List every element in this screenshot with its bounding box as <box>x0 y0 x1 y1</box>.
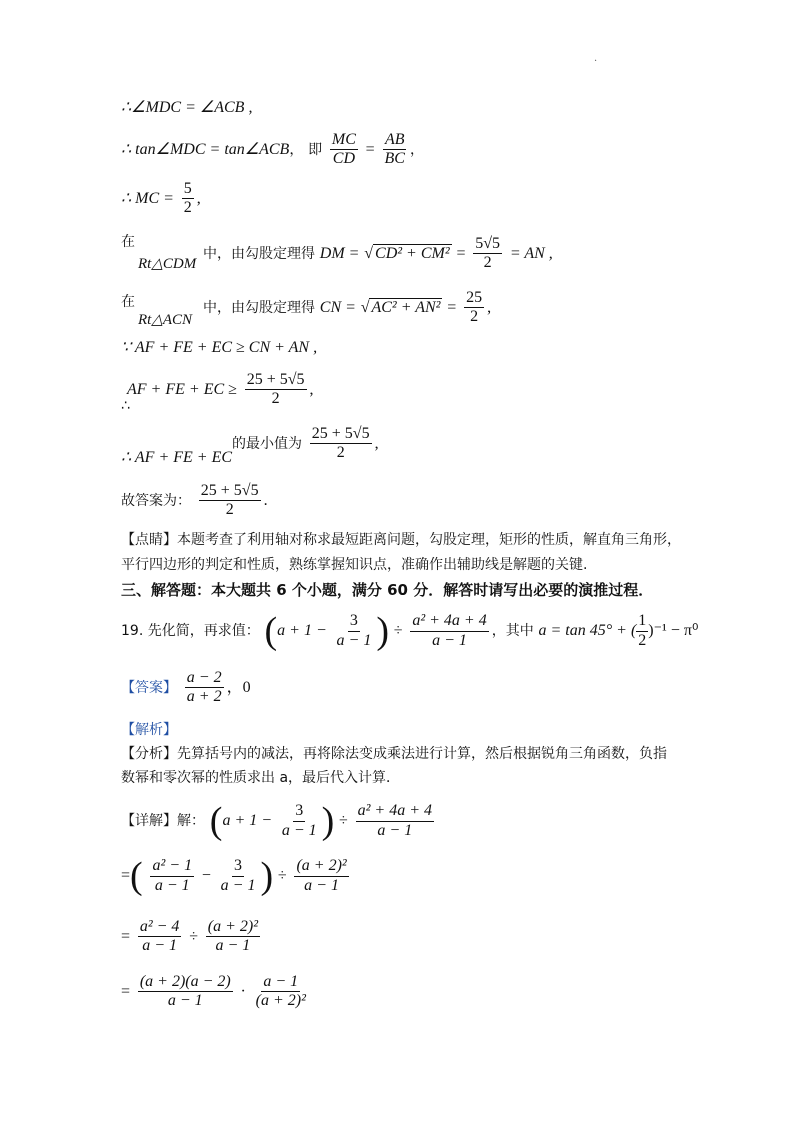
numerator: 5√5 <box>473 235 502 254</box>
denominator: (a + 2)² <box>255 992 306 1010</box>
numerator: a − 1 <box>261 973 300 992</box>
numerator: a² + 4a + 4 <box>356 802 434 821</box>
answer-label: 【答案】 <box>121 679 177 696</box>
page-marker: · <box>594 56 598 67</box>
denominator: 2 <box>183 199 192 217</box>
step-tan-ratio: ∴ tan∠MDC = tan∠ACB， 即 $\frac{MC}{CD}$ = $\frac{AB}{BC}$ ， <box>121 131 424 168</box>
fraction-25-2 <box>464 289 484 327</box>
denominator: a − 1 <box>154 876 190 894</box>
a-plus-1-minus: a + 1 − <box>222 812 273 829</box>
denominator: a − 1 <box>167 992 203 1010</box>
tan-equation: ∴ tan∠MDC = tan∠ACB <box>121 140 290 158</box>
period: . <box>263 491 268 509</box>
step-min-sum <box>121 450 232 466</box>
denominator: a − 1 <box>142 937 177 955</box>
denominator: 2 <box>271 390 280 408</box>
step-ineq-value <box>121 371 314 409</box>
denominator: BC <box>384 150 405 168</box>
numerator: a − 2 <box>185 669 224 688</box>
denominator: a − 1 <box>432 631 467 649</box>
detail-line-1: 【详解】解： (a + 1 − $\frac{3}{a - 1}$ ) ÷ $\frac{\text{a² + 4a + 4}}{a - 1}$ <box>121 800 432 842</box>
fraction-reciprocal <box>254 973 308 1011</box>
cn-lhs: CN = <box>319 298 356 316</box>
denominator: 2 <box>225 501 234 519</box>
numerator: a² − 4 <box>138 918 182 937</box>
section-heading: 三、解答题：本大题共 6 个小题，满分 60 分．解答时请写出必要的演推过程． <box>121 581 654 599</box>
denominator: CD <box>332 150 355 168</box>
answer-line <box>121 669 251 707</box>
denominator: 2 <box>470 308 479 326</box>
numerator: 3 <box>293 802 305 821</box>
fraction-product <box>138 973 233 1011</box>
therefore-symbol: ∴ <box>121 398 130 414</box>
step-cn-zai <box>121 294 135 309</box>
minus-sign: − <box>201 867 211 884</box>
denominator: a − 1 <box>377 821 413 839</box>
detail-line-2: =( $\frac{\text{a² − 1}}{a - 1}$ − $\frac{3}{a - 1}$ ) ÷ $\frac{\text{(a + 2)²}}{a - 1}$ <box>121 855 347 897</box>
triangle-acn: Rt△ACN <box>138 312 193 328</box>
fraction-5-2 <box>182 180 194 218</box>
denominator: a − 1 <box>336 631 372 649</box>
denominator: 2 <box>336 444 345 462</box>
detail-label: 【详解】解： <box>121 813 205 829</box>
answer-text: 故答案为： <box>121 492 191 509</box>
denominator: 2 <box>638 631 647 649</box>
mc-lhs: ∴ MC = <box>121 189 174 207</box>
comment-text-1: 本题考查了利用轴对称求最短距离问题，勾股定理，矩形的性质，解直角三角形， <box>177 532 681 548</box>
detail-line-3 <box>121 918 263 956</box>
step-cn-formula: 中，由勾股定理得 CN = √ AC² + AN² = $\frac{25}{2}$ , <box>203 289 492 326</box>
answer-value: ，0 <box>226 678 251 696</box>
comma: , <box>374 434 379 452</box>
denominator: a − 1 <box>304 876 339 894</box>
equals-an: = AN , <box>509 244 553 262</box>
zai-word: 在 <box>121 234 135 250</box>
comment-line-2: 平行四边形的判定和性质，熟练掌握知识点，准确作出辅助线是解题的关键. <box>121 557 588 573</box>
step-answer <box>121 482 268 520</box>
fraction-half <box>636 612 648 650</box>
numerator: 3 <box>348 612 360 631</box>
numerator: 25 + 5√5 <box>310 425 372 444</box>
question-prefix: 19. 先化简，再求值： <box>121 623 260 639</box>
radicand-cd-cm: CD² + CM² <box>375 244 450 262</box>
fraction-square-a <box>206 918 260 956</box>
equals-sign: = <box>121 867 131 884</box>
divide-sign: ÷ <box>277 867 287 884</box>
triangle-acn-label <box>138 312 192 328</box>
numerator: a² + 4a + 4 <box>410 612 488 631</box>
fraction-square-a <box>356 802 434 840</box>
step-dm-formula: 中，由勾股定理得 DM = √ CD² + CM² = $\frac{5√5}{2}$ = AN , <box>203 235 553 272</box>
pythagoras-text: 中，由勾股定理得 <box>203 299 315 316</box>
multiply-dot: · <box>240 982 246 1000</box>
triangle-cdm-label <box>138 256 196 272</box>
question-19: 19. 先化简，再求值： (a + 1 − $\frac{3}{a - 1}$ ) ÷ $\frac{\text{a² + 4a + 4}}{a - 1}$ ，其中 a = tan 45° + ( $\frac{1}{2}$ )⁻¹ − π⁰ <box>121 610 699 652</box>
fraction-square-a <box>410 612 488 650</box>
numerator: 1 <box>636 612 648 631</box>
numerator: 3 <box>232 857 244 876</box>
fraction-3-a-1 <box>219 857 258 895</box>
step-mc-value <box>121 180 201 218</box>
detail-line-4 <box>121 973 311 1011</box>
denominator: a + 2 <box>186 688 222 706</box>
fraction-mc-cd <box>330 131 358 169</box>
numerator: MC <box>330 131 358 150</box>
numerator: 25 + 5√5 <box>199 482 261 501</box>
analysis-line-2: 数幂和零次幂的性质求出 a，最后代入计算． <box>121 770 401 786</box>
min-value-text: 的最小值为 <box>232 435 302 452</box>
fenxi-text-1: 先算括号内的减法，再将除法变成乘法进行计算，然后根据锐角三角函数，负指 <box>177 746 667 762</box>
denominator: a − 1 <box>281 821 317 839</box>
fraction-min <box>310 425 372 463</box>
pythagoras-text: 中，由勾股定理得 <box>203 245 315 262</box>
divide-sign: ÷ <box>393 622 403 639</box>
where-text: ，其中 <box>491 623 534 639</box>
fraction-25-5root5-2 <box>245 371 307 409</box>
sum-lhs: ∴ AF + FE + EC <box>121 449 233 466</box>
zai-word: 在 <box>121 294 135 310</box>
ji-word: 即 <box>308 141 323 158</box>
a-plus-1-minus: a + 1 − <box>277 622 327 639</box>
numerator: AB <box>383 131 407 150</box>
fraction-ab-bc <box>382 131 406 169</box>
equals-sign: = <box>121 982 131 1000</box>
numerator: 25 + 5√5 <box>245 371 307 390</box>
numerator: 25 <box>464 289 484 308</box>
comma: ， <box>289 141 304 158</box>
fraction-3-a-1 <box>280 802 319 840</box>
fraction-answer <box>199 482 261 520</box>
denominator: a − 1 <box>215 937 251 955</box>
divide-sign: ÷ <box>189 927 198 945</box>
numerator: (a + 2)² <box>206 918 260 937</box>
equals-sign: = <box>121 927 131 945</box>
step-angle-equal: ∴∠MDC = ∠ACB , <box>121 99 253 116</box>
comma: ， <box>409 141 424 158</box>
fraction-a2-4 <box>138 918 182 956</box>
fraction-square-a <box>294 857 348 895</box>
numerator: a² − 1 <box>150 857 194 876</box>
comma: , <box>487 298 492 316</box>
step-dm-length <box>121 235 135 250</box>
a-definition-end: )⁻¹ − π⁰ <box>648 622 699 639</box>
triangle-cdm: Rt△CDM <box>138 256 197 272</box>
numerator: (a + 2)(a − 2) <box>138 973 233 992</box>
denominator: 2 <box>483 254 492 272</box>
divide-sign: ÷ <box>339 812 348 829</box>
analysis-label: 【解析】 <box>121 722 177 738</box>
dm-lhs: DM = <box>319 244 360 262</box>
comment-line-1 <box>121 533 681 547</box>
sum-lhs: AF + FE + EC ≥ <box>127 380 237 398</box>
fraction-5root5-2 <box>473 235 502 273</box>
denominator: a − 1 <box>220 876 256 894</box>
radicand-ac-an: AC² + AN² <box>371 298 441 316</box>
analysis-line-1 <box>121 747 667 761</box>
comma: , <box>196 189 201 207</box>
fraction-a2-1 <box>150 857 194 895</box>
step-inequality: ∵ AF + FE + EC ≥ CN + AN , <box>121 339 318 356</box>
answer-fraction <box>185 669 224 707</box>
fraction-3-a-1 <box>335 612 374 650</box>
a-definition: a = tan 45° + ( <box>538 622 637 639</box>
numerator: 5 <box>182 180 194 199</box>
numerator: (a + 2)² <box>294 857 348 876</box>
comma: , <box>309 380 314 398</box>
fenxi-label: 【分析】 <box>121 746 177 762</box>
comment-label: 【点睛】 <box>121 532 177 548</box>
step-min-value <box>232 425 379 463</box>
